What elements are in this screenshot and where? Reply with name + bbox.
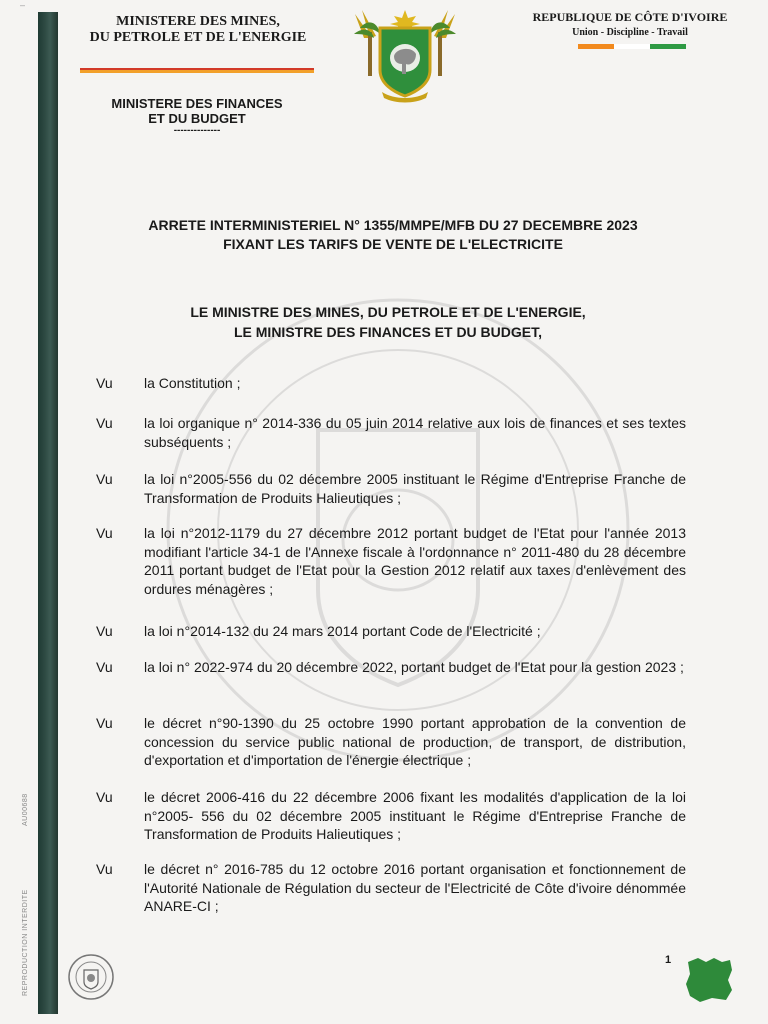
vu-item bbox=[96, 622, 686, 641]
vu-text: la Constitution ; bbox=[144, 375, 241, 391]
vu-item bbox=[96, 524, 686, 598]
ministers-heading bbox=[120, 302, 656, 342]
vu-text: la loi n°2012-1179 du 27 décembre 2012 portant budget de l'Etat pour l'année 2013 modifiant l'article 34-1 de l'Annexe fiscale à l'ordonnance n° 2011-480 du 28 décembre 2011 portant budget de l'Etat pour la Gestion 2012 relatif aux taxes d'enlèvement des ordures ménagères ; bbox=[144, 525, 686, 597]
vu-label: Vu bbox=[96, 375, 113, 391]
decree-title-line2: FIXANT LES TARIFS DE VENTE DE L'ELECTRICITE bbox=[223, 236, 563, 252]
vu-label: Vu bbox=[96, 715, 113, 731]
coat-of-arms-icon bbox=[350, 8, 460, 106]
vu-label: Vu bbox=[96, 861, 113, 877]
vu-item bbox=[96, 788, 686, 844]
binding-stripe bbox=[38, 12, 58, 1014]
vu-label: Vu bbox=[96, 623, 113, 639]
vu-label: Vu bbox=[96, 415, 113, 431]
national-flag-bar bbox=[578, 44, 686, 49]
vu-text: la loi n°2014-132 du 24 mars 2014 portant Code de l'Electricité ; bbox=[144, 623, 541, 639]
ministers-line2: LE MINISTRE DES FINANCES ET DU BUDGET, bbox=[233, 324, 543, 340]
vu-text: la loi n°2005-556 du 02 décembre 2005 instituant le Régime d'Entreprise Franche de Transformation de Produits Halieutiques ; bbox=[144, 471, 686, 506]
seal-stamp-icon bbox=[66, 952, 116, 1002]
ministry-finance-block bbox=[102, 96, 292, 136]
vu-item bbox=[96, 860, 686, 916]
ministry-mines-line1: MINISTERE DES MINES, bbox=[116, 14, 280, 29]
page-number: 1 bbox=[665, 954, 672, 966]
ministry-mines-block bbox=[80, 14, 316, 46]
vu-text: le décret n° 2016-785 du 12 octobre 2016 portant organisation et fonctionnement de l'Autorité Nationale de Régulation du secteur de l'Electricité de Côte d'ivoire dénommée ANARE-CI ; bbox=[144, 861, 686, 914]
side-code: AU00688 bbox=[22, 793, 29, 826]
vu-text: la loi organique n° 2014-336 du 05 juin 2014 relative aux lois de finances et ses textes subséquents ; bbox=[144, 415, 686, 450]
vu-label: Vu bbox=[96, 471, 113, 487]
republic-name: REPUBLIQUE DE CÔTE D'IVOIRE bbox=[532, 10, 728, 24]
vu-label: Vu bbox=[96, 525, 113, 541]
ministry-finance-rule: -------------- bbox=[173, 125, 221, 136]
ministry-finance-line1: MINISTERE DES FINANCES bbox=[111, 96, 283, 111]
ministry-color-bar bbox=[80, 68, 314, 73]
vu-item bbox=[96, 374, 686, 393]
scan-mark: – bbox=[20, 0, 26, 10]
vu-label: Vu bbox=[96, 659, 113, 675]
vu-item bbox=[96, 470, 686, 507]
decree-title-line1: ARRETE INTERMINISTERIEL N° 1355/MMPE/MFB DU 27 DECEMBRE 2023 bbox=[148, 217, 638, 233]
ministry-mines-line2: DU PETROLE ET DE L'ENERGIE bbox=[89, 30, 307, 45]
cote-divoire-map-icon bbox=[682, 954, 734, 1004]
side-notice: REPRODUCTION INTERDITE bbox=[22, 889, 29, 996]
republic-motto: Union - Discipline - Travail bbox=[572, 27, 688, 38]
republic-block bbox=[522, 10, 738, 38]
ministry-finance-line2: ET DU BUDGET bbox=[148, 111, 246, 126]
vu-item bbox=[96, 658, 686, 677]
ministers-line1: LE MINISTRE DES MINES, DU PETROLE ET DE L'ENERGIE, bbox=[190, 304, 586, 320]
vu-text: la loi n° 2022-974 du 20 décembre 2022, portant budget de l'Etat pour la gestion 2023 ; bbox=[144, 659, 684, 675]
vu-label: Vu bbox=[96, 789, 113, 805]
decree-title bbox=[100, 216, 686, 254]
vu-text: le décret n°90-1390 du 25 octobre 1990 portant approbation de la convention de concession du service public national de production, de transport, de distribution, d'exportation et d'importation de l'énergie électrique ; bbox=[144, 715, 686, 768]
vu-item bbox=[96, 414, 686, 451]
vu-text: le décret 2006-416 du 22 décembre 2006 fixant les modalités d'application de la loi n°2005- 556 du 02 décembre 2005 instituant le Régime d'Entreprise Franche de Transformation de Produits Halieutiques ; bbox=[144, 789, 686, 842]
vu-item bbox=[96, 714, 686, 770]
